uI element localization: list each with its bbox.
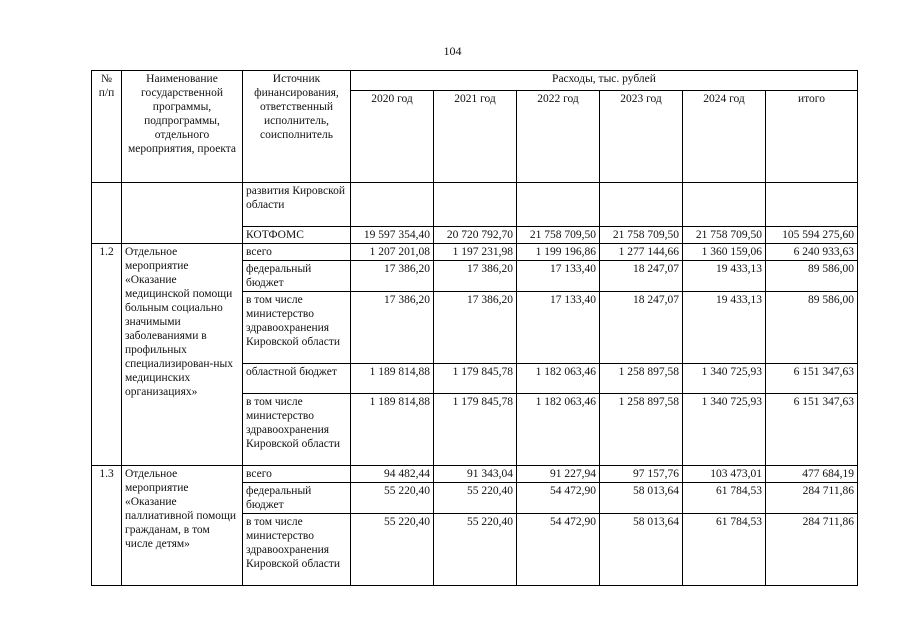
value-cell: 6 240 933,63 (766, 244, 858, 261)
value-cell: 1 258 897,58 (600, 364, 683, 394)
row-number: 1.2 (92, 244, 122, 466)
header-number: № п/п (92, 71, 122, 183)
value-cell: 21 758 709,50 (600, 227, 683, 244)
source-cell: в том числе министерство здравоохранения Кировской области (243, 394, 351, 466)
value-cell: 19 597 354,40 (351, 227, 434, 244)
value-cell: 1 258 897,58 (600, 394, 683, 466)
header-year: 2023 год (600, 91, 683, 183)
source-cell: развития Кировской области (243, 183, 351, 227)
table-row (92, 466, 858, 483)
header-name: Наименование государственной программы, подпрограммы, отдельного мероприятия, проекта (122, 71, 243, 183)
table-row (92, 227, 858, 244)
table-row (92, 244, 858, 261)
value-cell: 1 207 201,08 (351, 244, 434, 261)
value-cell: 55 220,40 (351, 483, 434, 514)
value-cell: 18 247,07 (600, 292, 683, 364)
value-cell: 61 784,53 (683, 483, 766, 514)
value-cell: 58 013,64 (600, 514, 683, 586)
value-cell: 105 594 275,60 (766, 227, 858, 244)
header-expenses: Расходы, тыс. рублей (351, 71, 858, 91)
value-cell: 17 386,20 (351, 292, 434, 364)
header-year: 2021 год (434, 91, 517, 183)
header-row (92, 71, 858, 91)
source-cell: всего (243, 244, 351, 261)
value-cell: 1 189 814,88 (351, 394, 434, 466)
value-cell: 91 343,04 (434, 466, 517, 483)
source-cell: областной бюджет (243, 364, 351, 394)
value-cell: 19 433,13 (683, 261, 766, 292)
header-year: 2020 год (351, 91, 434, 183)
source-cell: КОТФОМС (243, 227, 351, 244)
value-cell: 1 189 814,88 (351, 364, 434, 394)
value-cell: 19 433,13 (683, 292, 766, 364)
value-cell: 17 133,40 (517, 292, 600, 364)
value-cell: 1 199 196,86 (517, 244, 600, 261)
value-cell: 17 386,20 (434, 292, 517, 364)
value-cell: 55 220,40 (434, 483, 517, 514)
source-cell: в том числе министерство здравоохранения Кировской области (243, 292, 351, 364)
value-cell: 54 472,90 (517, 483, 600, 514)
measure-name: Отдельное мероприятие «Оказание медицинской помощи больным социально значимыми заболеваниями в профильных специализирован-ных медицинских организациях» (122, 244, 243, 466)
value-cell: 54 472,90 (517, 514, 600, 586)
value-cell: 55 220,40 (434, 514, 517, 586)
value-cell: 21 758 709,50 (683, 227, 766, 244)
value-cell: 1 179 845,78 (434, 364, 517, 394)
source-cell: всего (243, 466, 351, 483)
header-source: Источник финансирования, ответственный исполнитель, соисполнитель (243, 71, 351, 183)
value-cell: 6 151 347,63 (766, 364, 858, 394)
value-cell: 1 182 063,46 (517, 394, 600, 466)
value-cell: 20 720 792,70 (434, 227, 517, 244)
value-cell: 1 277 144,66 (600, 244, 683, 261)
source-cell: федеральный бюджет (243, 261, 351, 292)
source-cell: в том числе министерство здравоохранения Кировской области (243, 514, 351, 586)
value-cell: 6 151 347,63 (766, 394, 858, 466)
value-cell: 61 784,53 (683, 514, 766, 586)
value-cell: 55 220,40 (351, 514, 434, 586)
source-cell: федеральный бюджет (243, 483, 351, 514)
value-cell: 89 586,00 (766, 261, 858, 292)
page-number: 104 (443, 44, 462, 58)
value-cell: 17 386,20 (434, 261, 517, 292)
header-total: итого (766, 91, 858, 183)
value-cell: 18 247,07 (600, 261, 683, 292)
value-cell: 21 758 709,50 (517, 227, 600, 244)
row-number: 1.3 (92, 466, 122, 586)
value-cell: 58 013,64 (600, 483, 683, 514)
value-cell: 1 360 159,06 (683, 244, 766, 261)
value-cell: 1 340 725,93 (683, 364, 766, 394)
value-cell: 284 711,86 (766, 483, 858, 514)
value-cell: 97 157,76 (600, 466, 683, 483)
value-cell: 1 179 845,78 (434, 394, 517, 466)
measure-name: Отдельное мероприятие «Оказание паллиативной помощи гражданам, в том числе детям» (122, 466, 243, 586)
value-cell: 284 711,86 (766, 514, 858, 586)
value-cell: 1 340 725,93 (683, 394, 766, 466)
header-year: 2024 год (683, 91, 766, 183)
value-cell: 1 197 231,98 (434, 244, 517, 261)
value-cell: 17 386,20 (351, 261, 434, 292)
value-cell: 91 227,94 (517, 466, 600, 483)
header-year: 2022 год (517, 91, 600, 183)
value-cell: 1 182 063,46 (517, 364, 600, 394)
value-cell: 103 473,01 (683, 466, 766, 483)
value-cell: 17 133,40 (517, 261, 600, 292)
budget-table (91, 70, 858, 586)
table-row (92, 183, 858, 227)
value-cell: 477 684,19 (766, 466, 858, 483)
value-cell: 89 586,00 (766, 292, 858, 364)
value-cell: 94 482,44 (351, 466, 434, 483)
